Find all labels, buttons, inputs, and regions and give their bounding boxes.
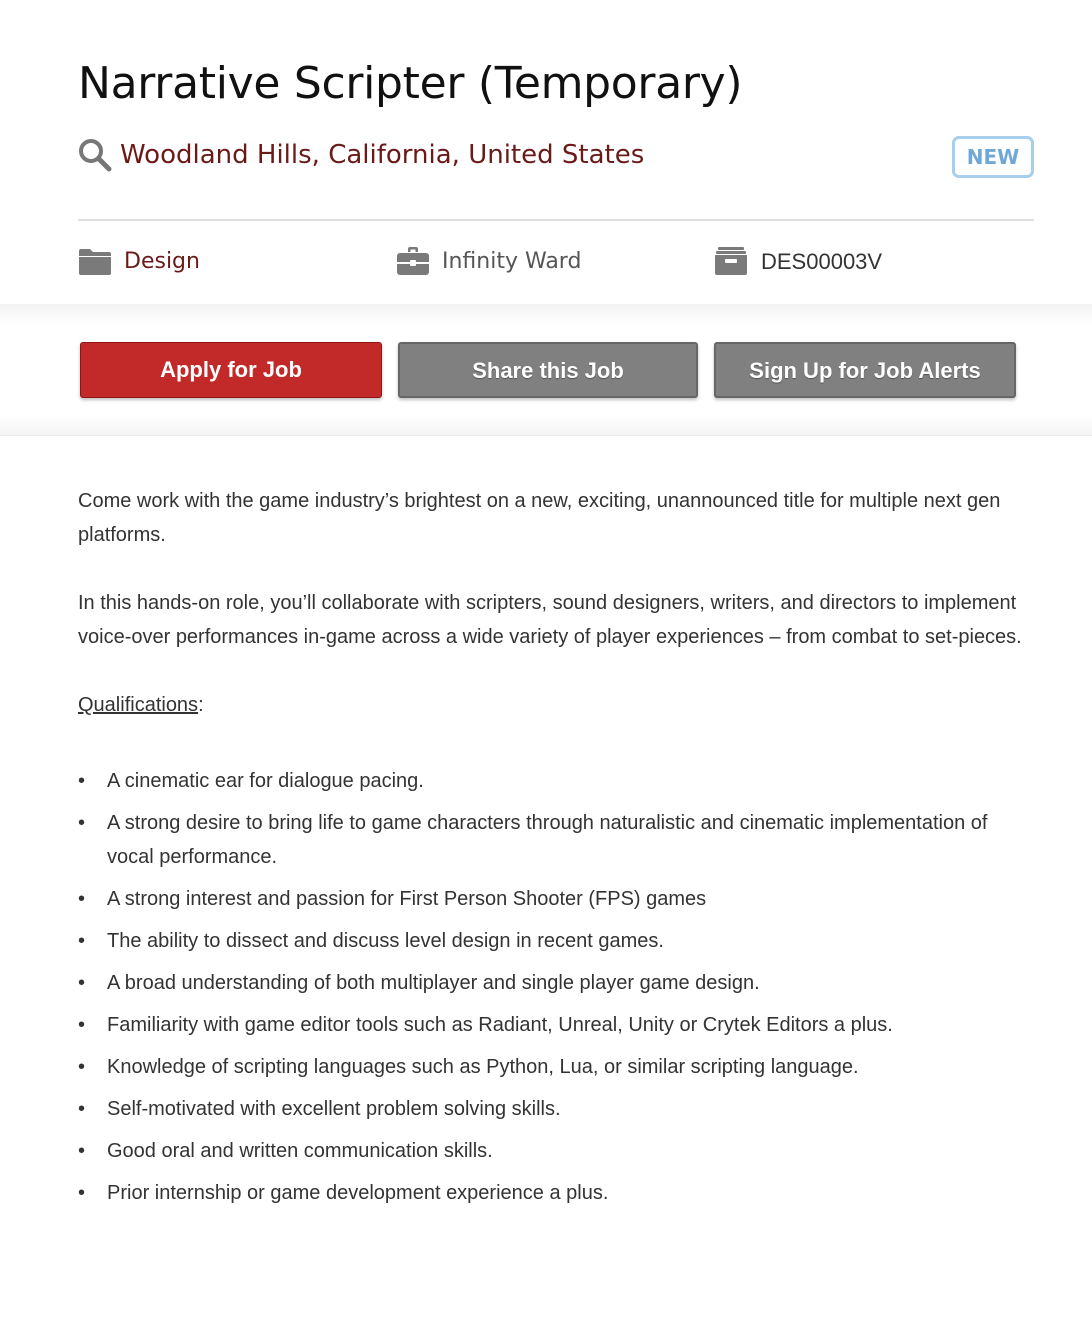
qualifications-heading-text: Qualifications (78, 694, 199, 716)
description-paragraph: Come work with the game industry’s brightest on a new, exciting, unannounced title for multiple next gen platforms. (78, 490, 1001, 546)
bullet: • (78, 888, 86, 910)
list-item-text: Familiarity with game editor tools such as Radiant, Unreal, Unity or Crytek Editors a plus. (107, 1014, 893, 1036)
job-meta-row (78, 240, 1034, 286)
description-paragraph: In this hands-on role, you’ll collaborate with scripters, sound designers, writers, and directors to implement voice-over performances in-game across a wide variety of player experiences – from combat to set-pieces. (78, 592, 1022, 648)
list-item (78, 1008, 1038, 1042)
category-label[interactable]: Design (124, 249, 200, 274)
bullet: • (78, 972, 86, 994)
qualifications-list (78, 764, 1038, 1210)
new-badge: NEW (952, 136, 1034, 178)
list-item (78, 1092, 1038, 1126)
bullet: • (78, 930, 86, 952)
list-item-text: A strong desire to bring life to game characters through naturalistic and cinematic implementation of vocal performance. (107, 812, 988, 868)
list-item (78, 924, 1038, 958)
bullet: • (78, 770, 86, 792)
list-item-text: The ability to dissect and discuss level design in recent games. (107, 930, 664, 952)
list-item (78, 1134, 1038, 1168)
location-row (78, 134, 1034, 178)
bullet: • (78, 1140, 86, 1162)
list-item-text: Self-motivated with excellent problem solving skills. (107, 1098, 561, 1120)
job-alerts-button[interactable]: Sign Up for Job Alerts (714, 342, 1016, 398)
qualifications-heading-colon: : (198, 694, 204, 716)
share-button[interactable]: Share this Job (398, 342, 698, 398)
archive-box-icon (714, 246, 748, 276)
bullet: • (78, 1182, 86, 1204)
list-item-text: A strong interest and passion for First Person Shooter (FPS) games (107, 888, 707, 910)
requisition-id: DES00003V (761, 249, 883, 274)
apply-button[interactable]: Apply for Job (80, 342, 382, 398)
job-header (78, 0, 1034, 304)
briefcase-icon (396, 246, 430, 276)
bullet: • (78, 1098, 86, 1120)
list-item-text: A cinematic ear for dialogue pacing. (107, 770, 424, 792)
list-item-text: Good oral and written communication skills. (107, 1140, 493, 1162)
folder-icon (78, 246, 112, 276)
organization-label: Infinity Ward (442, 249, 582, 274)
location-link[interactable]: Woodland Hills, California, United States (120, 140, 645, 170)
list-item (78, 764, 1038, 798)
list-item (78, 882, 1038, 916)
bullet: • (78, 812, 86, 834)
qualifications-heading (78, 688, 1038, 722)
page-title: Narrative Scripter (Temporary) (78, 58, 743, 109)
list-item-text: A broad understanding of both multiplayer and single player game design. (107, 972, 760, 994)
list-item (78, 1050, 1038, 1084)
header-divider (78, 219, 1034, 221)
bullet: • (78, 1014, 86, 1036)
action-bar (0, 304, 1092, 436)
bullet: • (78, 1056, 86, 1078)
list-item-text: Prior internship or game development experience a plus. (107, 1182, 609, 1204)
list-item-text: Knowledge of scripting languages such as Python, Lua, or similar scripting language. (107, 1056, 859, 1078)
list-item (78, 1176, 1038, 1210)
search-icon (78, 138, 112, 172)
list-item (78, 806, 1038, 874)
job-description (78, 484, 1038, 1218)
list-item (78, 966, 1038, 1000)
